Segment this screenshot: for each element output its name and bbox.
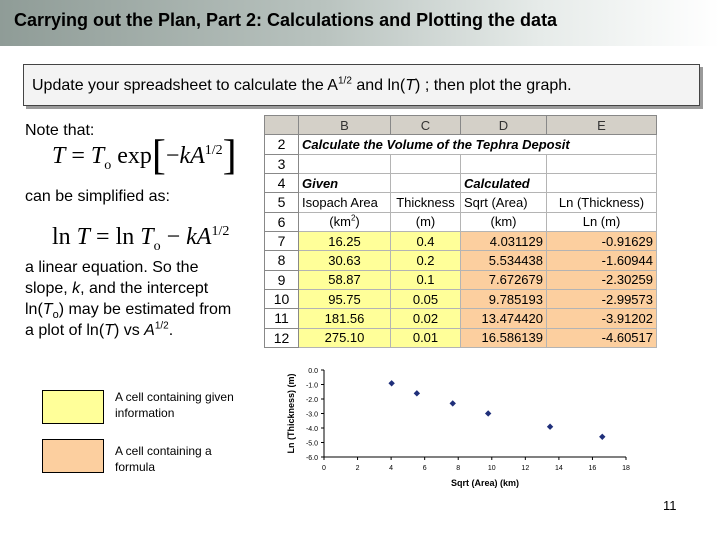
linear-line-3-o: o bbox=[52, 309, 59, 322]
eq2-equals-ln: = ln bbox=[90, 224, 141, 250]
header-cell-thickness[interactable]: Thickness bbox=[391, 193, 461, 212]
unit-area-close: ) bbox=[355, 214, 360, 230]
linear-line-4-c: . bbox=[168, 322, 174, 339]
row-header[interactable]: 12 bbox=[265, 328, 299, 347]
x-tick-label: 16 bbox=[588, 465, 597, 472]
simplified-label: can be simplified as: bbox=[25, 188, 170, 205]
y-tick-label: -4.0 bbox=[305, 426, 318, 433]
table-row bbox=[265, 154, 657, 173]
y-tick-label: -5.0 bbox=[305, 440, 318, 448]
cell[interactable] bbox=[299, 154, 391, 173]
table-row bbox=[265, 193, 657, 212]
row-header[interactable]: 5 bbox=[265, 193, 299, 212]
linear-line-4-b: ) vs bbox=[113, 322, 145, 339]
row-header[interactable]: 11 bbox=[265, 309, 299, 328]
given-legend-label: A cell containing given information bbox=[115, 390, 234, 420]
spreadsheet-table bbox=[264, 115, 657, 348]
y-tick-label: -1.0 bbox=[305, 382, 318, 390]
corner-cell[interactable] bbox=[265, 116, 299, 135]
unit-cell-area[interactable] bbox=[299, 212, 391, 231]
formula-cell[interactable]: -4.60517 bbox=[547, 328, 657, 347]
instruction-text-before: Update your spreadsheet to calculate the A bbox=[32, 77, 338, 94]
data-point bbox=[599, 434, 605, 440]
eq1-T: T bbox=[52, 143, 66, 169]
cell[interactable] bbox=[547, 154, 657, 173]
table-row bbox=[265, 309, 657, 328]
linear-line-3-b: ) may be estimated from bbox=[58, 301, 232, 318]
equation-linear bbox=[52, 224, 229, 255]
formula-cell[interactable]: -0.91629 bbox=[547, 231, 657, 250]
x-tick-label: 4 bbox=[389, 465, 394, 472]
table-row bbox=[265, 270, 657, 289]
x-tick-label: 18 bbox=[622, 465, 630, 472]
given-cell[interactable]: 0.02 bbox=[391, 309, 461, 328]
cell[interactable] bbox=[461, 154, 547, 173]
linear-line-2-b: , and the intercept bbox=[80, 280, 209, 297]
formula-cell[interactable]: -2.99573 bbox=[547, 289, 657, 308]
x-tick-label: 2 bbox=[355, 465, 360, 472]
unit-area-text: (km bbox=[329, 214, 351, 230]
linear-line-3-T: T bbox=[42, 301, 53, 318]
column-header-d[interactable]: D bbox=[461, 116, 547, 135]
scatter-chart bbox=[264, 354, 656, 516]
header-cell-ln-thickness[interactable]: Ln (Thickness) bbox=[547, 193, 657, 212]
formula-cell[interactable]: -1.60944 bbox=[547, 251, 657, 270]
given-cell[interactable]: 16.25 bbox=[299, 231, 391, 250]
row-header[interactable]: 9 bbox=[265, 270, 299, 289]
eq1-left-bracket: [ bbox=[151, 133, 166, 179]
eq2-sub-o: o bbox=[153, 238, 161, 254]
row-header[interactable]: 3 bbox=[265, 154, 299, 173]
title-bar bbox=[0, 0, 720, 46]
given-cell[interactable]: 0.05 bbox=[391, 289, 461, 308]
row-header[interactable]: 7 bbox=[265, 231, 299, 250]
note-that-label: Note that: bbox=[25, 122, 95, 139]
linear-line-4-sup: 1/2 bbox=[154, 320, 169, 332]
formula-legend-label: A cell containing a formula bbox=[115, 444, 212, 474]
column-header-c[interactable]: C bbox=[391, 116, 461, 135]
sheet-title-cell[interactable]: Calculate the Volume of the Tephra Deposit bbox=[299, 135, 657, 154]
x-axis-label: Sqrt (Area) (km) bbox=[450, 478, 520, 488]
eq1-equals: = bbox=[65, 143, 91, 169]
linear-line-2-k: k bbox=[72, 280, 81, 297]
linear-line-3 bbox=[25, 299, 231, 320]
formula-cell[interactable]: -3.91202 bbox=[547, 309, 657, 328]
eq1-T0: T bbox=[90, 143, 105, 169]
row-header[interactable]: 4 bbox=[265, 173, 299, 192]
unit-cell-ln[interactable]: Ln (m) bbox=[547, 212, 657, 231]
linear-line-2-a: slope, bbox=[25, 280, 73, 297]
header-cell-sqrt-area[interactable]: Sqrt (Area) bbox=[461, 193, 547, 212]
table-row bbox=[265, 251, 657, 270]
spreadsheet bbox=[264, 115, 656, 347]
x-tick-label: 6 bbox=[422, 465, 427, 472]
data-point bbox=[450, 400, 456, 406]
given-cell[interactable]: 0.4 bbox=[391, 231, 461, 250]
data-point bbox=[388, 380, 394, 386]
table-row bbox=[265, 173, 657, 192]
given-cell[interactable]: 0.1 bbox=[391, 270, 461, 289]
column-header-b[interactable]: B bbox=[299, 116, 391, 135]
linear-line-4-a: a plot of ln( bbox=[25, 322, 105, 339]
eq1-kA: kA bbox=[179, 143, 205, 169]
header-cell-isopach-area[interactable]: Isopach Area bbox=[299, 193, 391, 212]
x-tick-label: 12 bbox=[521, 465, 530, 472]
data-point bbox=[547, 424, 553, 430]
eq2-exponent: 1/2 bbox=[211, 224, 230, 239]
eq2-kA: kA bbox=[186, 224, 212, 250]
instruction-variable: T bbox=[405, 77, 416, 94]
given-cell[interactable]: 30.63 bbox=[299, 251, 391, 270]
cell[interactable] bbox=[547, 173, 657, 192]
cell[interactable] bbox=[391, 173, 461, 192]
table-row bbox=[265, 231, 657, 250]
instruction-exponent: 1/2 bbox=[337, 75, 352, 87]
formula-cell[interactable]: 5.534438 bbox=[461, 251, 547, 270]
x-tick-label: 10 bbox=[487, 465, 496, 472]
table-row bbox=[265, 212, 657, 231]
data-point bbox=[414, 390, 420, 396]
linear-line-1: a linear equation. So the bbox=[25, 259, 199, 276]
data-point bbox=[485, 410, 491, 416]
calculated-label-cell[interactable]: Calculated bbox=[461, 173, 547, 192]
given-cell[interactable]: 0.2 bbox=[391, 251, 461, 270]
given-label-cell[interactable]: Given bbox=[299, 173, 391, 192]
eq1-sub-o: o bbox=[104, 157, 112, 173]
given-cell[interactable]: 95.75 bbox=[299, 289, 391, 308]
eq1-exp: exp bbox=[111, 143, 152, 169]
table-row bbox=[265, 289, 657, 308]
given-legend-swatch bbox=[42, 390, 104, 424]
cell[interactable] bbox=[391, 154, 461, 173]
column-header-row bbox=[265, 116, 657, 135]
instruction-box bbox=[23, 64, 700, 106]
linear-line-3-a: ln( bbox=[25, 301, 43, 318]
linear-line-4-A: A bbox=[144, 322, 155, 339]
linear-line-4 bbox=[25, 320, 231, 341]
table-row bbox=[265, 328, 657, 347]
slide-title: Carrying out the Plan, Part 2: Calculations and Plotting the data bbox=[14, 10, 558, 30]
instruction-text-middle: and ln( bbox=[351, 77, 406, 94]
table-row bbox=[265, 135, 657, 154]
linear-line-4-T: T bbox=[104, 322, 114, 339]
eq1-minus: − bbox=[165, 143, 180, 169]
given-cell[interactable]: 181.56 bbox=[299, 309, 391, 328]
given-cell[interactable]: 275.10 bbox=[299, 328, 391, 347]
formula-cell[interactable]: -2.30259 bbox=[547, 270, 657, 289]
row-header[interactable]: 8 bbox=[265, 251, 299, 270]
eq2-ln: ln bbox=[52, 224, 71, 250]
column-header-e[interactable]: E bbox=[547, 116, 657, 135]
row-header[interactable]: 6 bbox=[265, 212, 299, 231]
linear-explanation bbox=[25, 257, 231, 341]
x-tick-label: 14 bbox=[554, 465, 563, 472]
y-tick-label: 0.0 bbox=[308, 368, 318, 375]
given-cell[interactable]: 0.01 bbox=[391, 328, 461, 347]
unit-area-sup: 2 bbox=[350, 213, 356, 223]
formula-cell[interactable]: 4.031129 bbox=[461, 231, 547, 250]
equation-exponential bbox=[52, 133, 237, 179]
x-tick-label: 8 bbox=[456, 465, 461, 472]
formula-legend-swatch bbox=[42, 439, 104, 473]
scatter-chart-svg bbox=[264, 354, 656, 516]
y-tick-label: -2.0 bbox=[305, 397, 318, 404]
formula-cell[interactable]: 9.785193 bbox=[461, 289, 547, 308]
row-header[interactable]: 10 bbox=[265, 289, 299, 308]
y-axis-label: Ln (Thickness) (m) bbox=[286, 373, 296, 454]
instruction-text-after: ) ; then plot the graph. bbox=[415, 77, 572, 94]
eq2-minus: − bbox=[160, 224, 187, 250]
unit-cell-thickness[interactable]: (m) bbox=[391, 212, 461, 231]
unit-cell-sqrt[interactable]: (km) bbox=[461, 212, 547, 231]
page-number: 11 bbox=[663, 498, 677, 513]
row-header[interactable]: 2 bbox=[265, 135, 299, 154]
formula-cell[interactable]: 16.586139 bbox=[461, 328, 547, 347]
eq1-exponent: 1/2 bbox=[204, 143, 223, 158]
y-tick-label: -3.0 bbox=[305, 411, 318, 419]
eq1-right-bracket: ] bbox=[222, 133, 237, 179]
linear-line-2 bbox=[25, 278, 231, 299]
y-tick-label: -6.0 bbox=[305, 455, 318, 462]
formula-cell[interactable]: 13.474420 bbox=[461, 309, 547, 328]
eq2-T: T bbox=[70, 224, 91, 250]
formula-cell[interactable]: 7.672679 bbox=[461, 270, 547, 289]
eq2-T0: T bbox=[140, 224, 154, 250]
given-cell[interactable]: 58.87 bbox=[299, 270, 391, 289]
x-tick-label: 0 bbox=[322, 465, 326, 472]
